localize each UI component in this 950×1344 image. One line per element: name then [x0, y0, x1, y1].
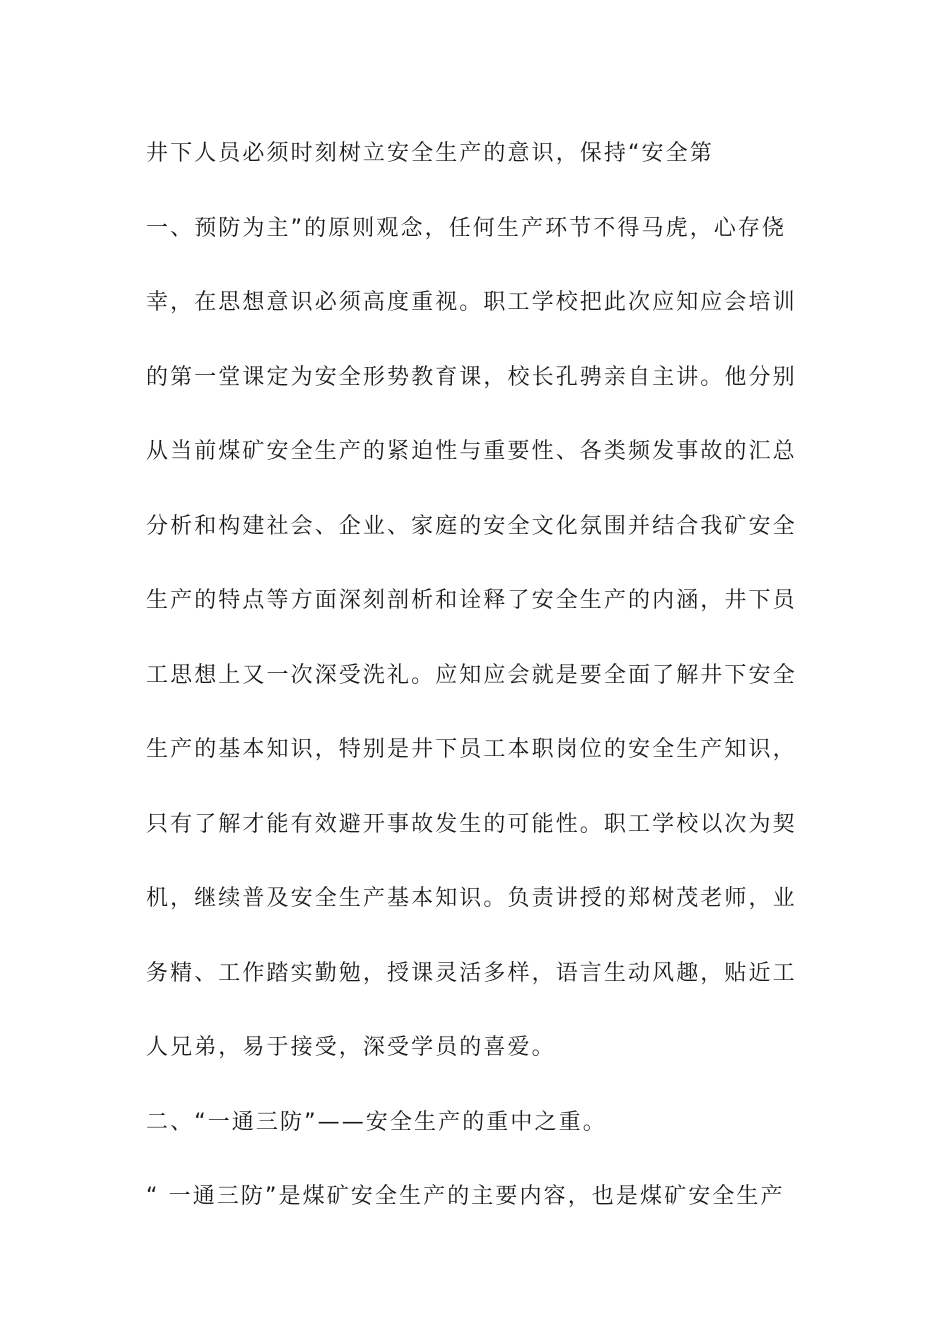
- text-line: 人兄弟，易于接受，深受学员的喜爱。: [146, 1035, 556, 1060]
- text-line: 幸，在思想意识必须高度重视。职工学校把此次应知应会培训: [146, 290, 797, 315]
- text-line: 机，继续普及安全生产基本知识。负责讲授的郑树茂老师，业: [146, 886, 797, 911]
- body-text: [146, 131, 816, 1249]
- text-line: 井下人员必须时刻树立安全生产的意识，保持“安全第: [146, 141, 714, 166]
- text-line: 一、预防为主”的原则观念，任何生产环节不得马虎，心存侥: [146, 215, 787, 241]
- text-line: 的第一堂课定为安全形势教育课，校长孔骋亲自主讲。他分别: [146, 364, 797, 390]
- text-line: 务精、工作踏实勤勉，授课灵活多样，语言生动风趣，贴近工: [146, 960, 797, 986]
- text-line: 从当前煤矿安全生产的紧迫性与重要性、各类频发事故的汇总: [146, 439, 797, 464]
- text-line: 分析和构建社会、企业、家庭的安全文化氛围并结合我矿安全: [146, 513, 797, 539]
- section-heading: 二、“一通三防”——安全生产的重中之重。: [146, 1109, 607, 1135]
- text-line: 生产的特点等方面深刻剖析和诠释了安全生产的内涵，井下员: [146, 588, 797, 613]
- text-line: 工思想上又一次深受洗礼。应知应会就是要全面了解井下安全: [146, 662, 797, 688]
- text-line: 只有了解才能有效避开事故发生的可能性。职工学校以次为契: [146, 811, 797, 837]
- text-line: 生产的基本知识，特别是井下员工本职岗位的安全生产知识，: [146, 737, 797, 762]
- text-line: “ 一通三防”是煤矿安全生产的主要内容，也是煤矿安全生产: [146, 1184, 785, 1209]
